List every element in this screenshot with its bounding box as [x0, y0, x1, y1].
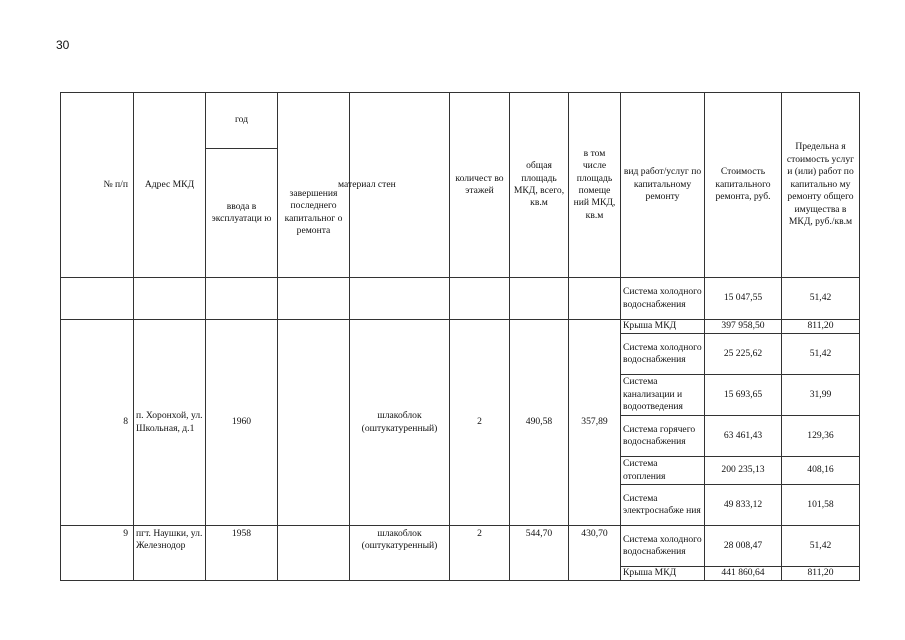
- cost-cell: 25 225,62: [705, 334, 782, 375]
- header-max-cost: Предельна я стоимость услуг и (или) работ по капитально му ремонту общего имущества в МКД, руб./кв.м: [782, 93, 860, 278]
- floors-cell: 2: [450, 320, 510, 526]
- last-repair-cell: [278, 320, 350, 526]
- cost-cell: 200 235,13: [705, 457, 782, 485]
- header-wall-material: [338, 93, 450, 278]
- limit-cell: 811,20: [782, 320, 860, 334]
- header-year-commission: ввода в эксплуатаци ю: [206, 149, 278, 278]
- header-cost: Стоимость капитального ремонта, руб.: [705, 93, 782, 278]
- work-type-cell: Система канализации и водоотведения: [621, 375, 705, 416]
- work-type-cell: Система холодного водоснабжения: [621, 526, 705, 567]
- cost-cell: 15 047,55: [705, 278, 782, 320]
- header-year-group-ext: [278, 93, 350, 149]
- work-type-cell: Крыша МКД: [621, 320, 705, 334]
- limit-cell: 101,58: [782, 485, 860, 526]
- work-type-cell: Крыша МКД: [621, 567, 705, 581]
- address-cell: пгт. Наушки, ул. Железнодор: [134, 526, 206, 581]
- cost-cell: 397 958,50: [705, 320, 782, 334]
- capital-repair-table: [60, 92, 860, 581]
- header-work-type: вид работ/услуг по капитальному ремонту: [621, 93, 705, 278]
- cost-cell: 49 833,12: [705, 485, 782, 526]
- year-cell: 1960: [206, 320, 278, 526]
- header-num: № п/п: [61, 93, 134, 278]
- year-cell: 1958: [206, 526, 278, 581]
- limit-cell: 51,42: [782, 526, 860, 567]
- header-total-area: общая площадь МКД, всего, кв.м: [510, 93, 569, 278]
- last-repair-cell: [278, 526, 350, 581]
- cost-cell: 63 461,43: [705, 416, 782, 457]
- floors-cell: 2: [450, 526, 510, 581]
- header-premises-area: в том числе площадь помеще ний МКД, кв.м: [569, 93, 621, 278]
- work-type-cell: Система электроснабже ния: [621, 485, 705, 526]
- cost-cell: 15 693,65: [705, 375, 782, 416]
- cost-cell: 441 860,64: [705, 567, 782, 581]
- limit-cell: 408,16: [782, 457, 860, 485]
- work-type-cell: Система горячего водоснабжения: [621, 416, 705, 457]
- material-cell: шлакоблок (оштукатуренный): [350, 320, 450, 526]
- material-cell: шлакоблок (оштукатуренный): [350, 526, 450, 581]
- premises-area-cell: 430,70: [569, 526, 621, 581]
- limit-cell: 31,99: [782, 375, 860, 416]
- table-row: [61, 320, 860, 334]
- row-num: 8: [61, 320, 134, 526]
- work-type-cell: Система холодного водоснабжения: [621, 334, 705, 375]
- row-num: 9: [61, 526, 134, 581]
- work-type-cell: Система отопления: [621, 457, 705, 485]
- address-cell: п. Хоронхой, ул. Школьная, д.1: [134, 320, 206, 526]
- limit-cell: 129,36: [782, 416, 860, 457]
- table-row: [61, 278, 860, 320]
- total-area-cell: 490,58: [510, 320, 569, 526]
- limit-cell: 811,20: [782, 567, 860, 581]
- total-area-cell: 544,70: [510, 526, 569, 581]
- work-type-cell: Система холодного водоснабжения: [621, 278, 705, 320]
- header-floors: количест во этажей: [450, 93, 510, 278]
- limit-cell: 51,42: [782, 278, 860, 320]
- header-year-last-repair: завершения последнего капитальног о ремонта: [278, 149, 350, 278]
- page-number: 30: [56, 38, 70, 52]
- header-year-group: год: [206, 93, 278, 149]
- header-wall-material-label: материал стен: [338, 179, 396, 190]
- limit-cell: 51,42: [782, 334, 860, 375]
- header-address: Адрес МКД: [134, 93, 206, 278]
- table-row: [61, 526, 860, 567]
- premises-area-cell: 357,89: [569, 320, 621, 526]
- cost-cell: 28 008,47: [705, 526, 782, 567]
